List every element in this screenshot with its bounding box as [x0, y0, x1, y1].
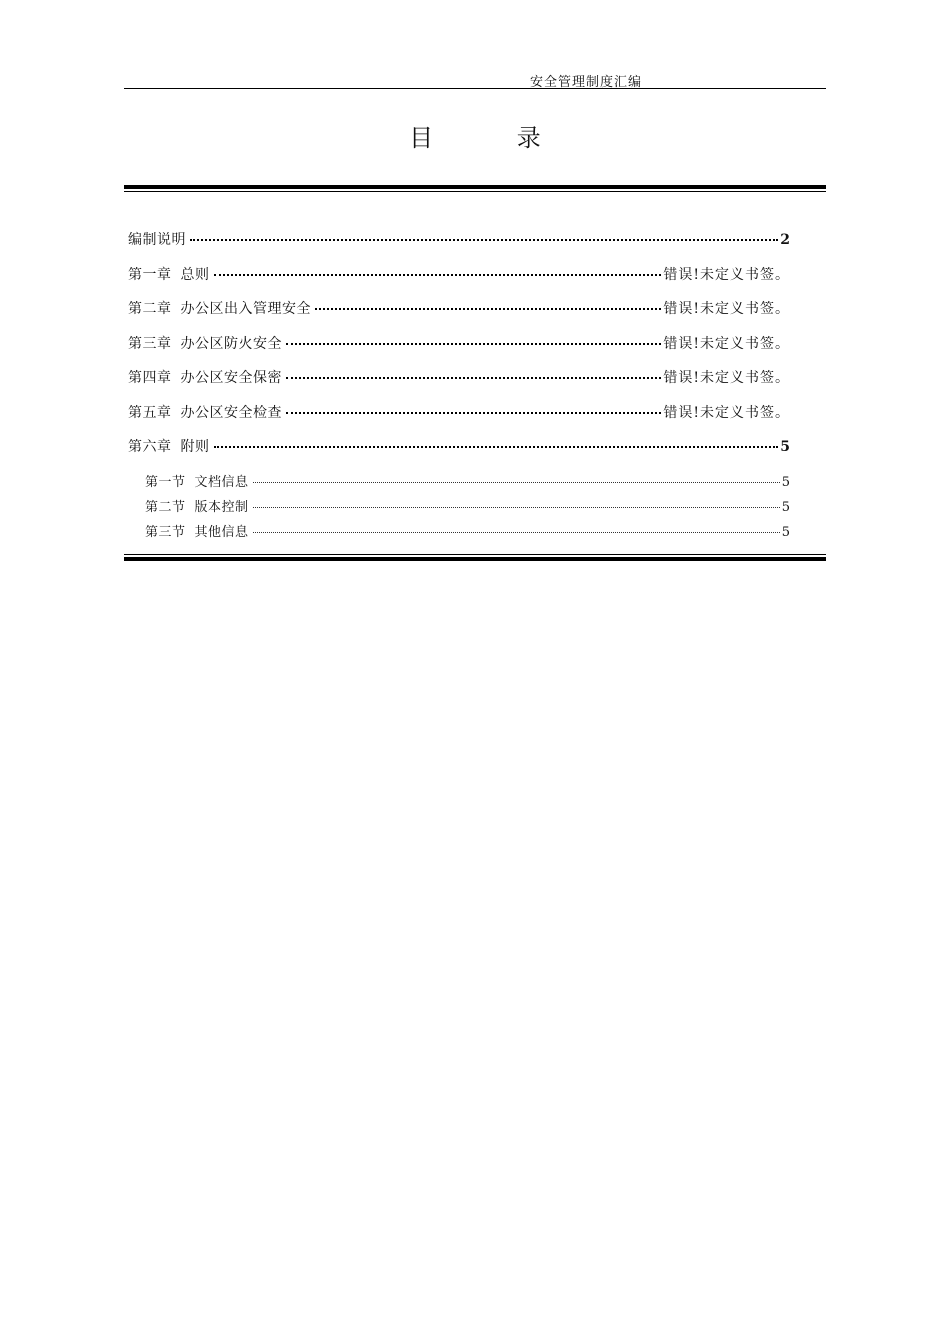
toc-sub-entry[interactable] — [128, 471, 790, 496]
toc-entry[interactable] — [128, 264, 790, 299]
toc-entry-page: 2 — [780, 232, 790, 248]
toc-sub-entry-title: 第三节 其他信息 — [145, 524, 249, 540]
toc-entry-number: 第二章 — [128, 301, 172, 317]
toc-leader-dots — [315, 307, 661, 310]
toc-entry[interactable] — [128, 229, 790, 264]
header-rule — [124, 88, 826, 89]
toc-sub-entry-page: 5 — [781, 499, 790, 515]
toc-entry-number: 第六章 — [128, 439, 172, 455]
toc-leader-dots — [190, 238, 778, 241]
toc-sub-entry-title: 第一节 文档信息 — [145, 474, 249, 490]
toc-entry[interactable] — [128, 436, 790, 471]
toc-top-rule-thin — [124, 191, 826, 192]
toc-bottom-rule-thick — [124, 557, 826, 561]
toc-sub-entry-number: 第三节 — [145, 524, 186, 540]
toc-entry-number: 第一章 — [128, 266, 172, 283]
toc-sub-entry-page: 5 — [781, 524, 790, 540]
toc-leader-dots — [214, 273, 662, 276]
toc-entry[interactable] — [128, 333, 790, 368]
toc-leader-dots — [286, 376, 661, 379]
page-title: 目 录 — [409, 124, 579, 152]
toc-entry-page: 5 — [780, 439, 790, 455]
toc-sub-entry-title: 第二节 版本控制 — [145, 499, 249, 515]
toc-entry-title: 第一章 总则 — [128, 266, 210, 283]
toc-entry-title: 编制说明 — [128, 232, 186, 248]
toc-entry-number: 第四章 — [128, 370, 172, 386]
toc-entry-title: 第六章 附则 — [128, 439, 210, 455]
toc-entry[interactable] — [128, 298, 790, 333]
toc-leader-dots — [253, 531, 780, 533]
toc-leader-dots — [214, 445, 779, 448]
toc-entry-title: 第四章 办公区安全保密 — [128, 370, 282, 386]
table-of-contents — [128, 229, 790, 546]
toc-entry-page: 错误!未定义书签。 — [663, 335, 790, 352]
toc-leader-dots — [253, 481, 780, 483]
toc-entry-title: 第二章 办公区出入管理安全 — [128, 301, 311, 317]
toc-leader-dots — [253, 506, 780, 508]
toc-entry-title: 第五章 办公区安全检查 — [128, 404, 282, 421]
toc-entry-page: 错误!未定义书签。 — [663, 301, 790, 317]
toc-leader-dots — [286, 411, 661, 414]
toc-entry-page: 错误!未定义书签。 — [663, 404, 790, 421]
toc-sub-entry[interactable] — [128, 521, 790, 546]
toc-sub-entry[interactable] — [128, 496, 790, 521]
toc-entry-title: 第三章 办公区防火安全 — [128, 335, 282, 352]
toc-bottom-rule-thin — [124, 554, 826, 555]
toc-sub-entry-number: 第二节 — [145, 499, 186, 515]
toc-entry-number: 第三章 — [128, 335, 172, 352]
toc-entry-number: 第五章 — [128, 404, 172, 421]
toc-entry[interactable] — [128, 402, 790, 437]
toc-leader-dots — [286, 342, 661, 345]
toc-entry[interactable] — [128, 367, 790, 402]
page-header-text: 安全管理制度汇编 — [530, 75, 643, 90]
toc-top-rule-thick — [124, 185, 826, 189]
toc-sub-entry-page: 5 — [781, 474, 790, 490]
toc-entry-page: 错误!未定义书签。 — [663, 370, 790, 386]
toc-sub-entry-number: 第一节 — [145, 474, 186, 490]
toc-entry-page: 错误!未定义书签。 — [663, 266, 790, 283]
